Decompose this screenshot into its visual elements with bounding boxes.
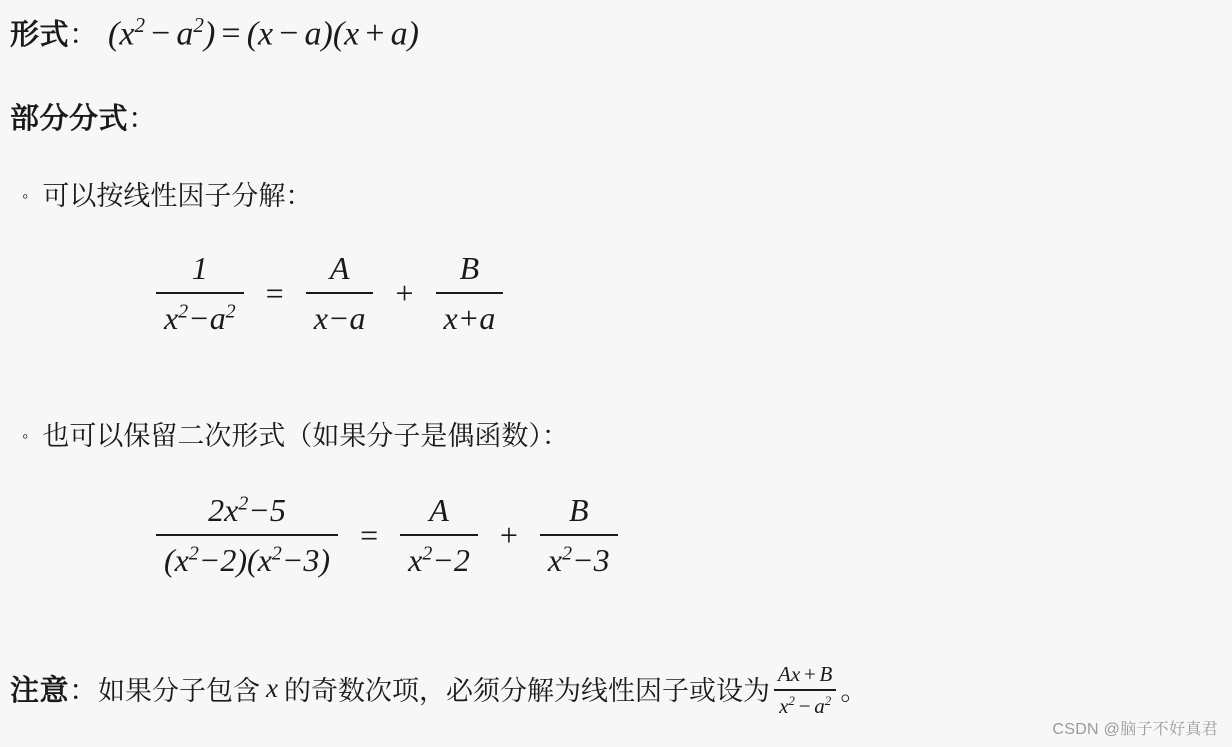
equals-sign: =	[265, 274, 284, 311]
watermark: CSDN @脑子不好真君	[1052, 721, 1218, 738]
list-item	[22, 174, 312, 213]
note-fraction-numerator: Ax + B	[778, 662, 833, 686]
bullet-marker-icon: ◦	[22, 426, 29, 446]
fraction-bar	[540, 534, 618, 536]
equals-sign: =	[360, 516, 379, 553]
form-line	[10, 12, 419, 53]
equation1-term2-numerator: B	[459, 250, 480, 286]
equation1-term2-denominator: x+a	[443, 300, 496, 336]
note-fraction	[774, 662, 836, 719]
partial-colon: ：	[128, 103, 158, 135]
equation2-term1-denominator: $x^2-2$	[408, 542, 470, 578]
equation1-lhs-denominator: $x^2-a^2$	[164, 300, 236, 336]
equation1-term1-denominator: x−a	[313, 300, 366, 336]
note-line	[10, 660, 867, 717]
bullet-marker-icon: ◦	[22, 186, 29, 206]
note-fraction-denominator: $x^2 - a^2$	[779, 692, 832, 718]
fraction-bar	[306, 292, 374, 294]
note-label: 注意	[10, 674, 70, 707]
note-text-after: 的奇数次项，必须分解为线性因子或设为	[284, 675, 771, 706]
plus-sign: +	[395, 274, 414, 311]
fraction-bar	[156, 534, 338, 536]
equation-quadratic-form	[150, 490, 624, 580]
list-item-label: 可以按线性因子分解：	[42, 181, 313, 211]
equation1-lhs	[156, 248, 244, 338]
form-colon: ：	[69, 19, 99, 51]
partial-fraction-heading	[10, 96, 157, 137]
equation1-term2	[436, 248, 504, 338]
fraction-bar	[774, 689, 836, 691]
equation2-term2-denominator: $x^2-3$	[547, 542, 610, 578]
form-formula: $(x^2 - a^2) = (x - a)(x + a)$	[108, 12, 419, 52]
equation2-lhs-numerator: $2x^2-5$	[208, 492, 286, 528]
equation2-term1-numerator: A	[429, 492, 449, 528]
equation-linear-factors	[150, 248, 509, 338]
equation2-term2	[540, 490, 618, 580]
note-variable: x	[266, 672, 279, 703]
partial-label: 部分分式	[10, 103, 129, 135]
note-colon: ：	[69, 674, 99, 707]
list-item-label: 也可以保留二次形式（如果分子是偶函数）：	[42, 421, 569, 451]
fraction-bar	[400, 534, 478, 536]
form-label: 形式	[10, 19, 70, 51]
equation2-lhs-denominator: $(x^2-2)(x^2-3)$	[164, 542, 331, 578]
equation1-term1-numerator: A	[329, 250, 350, 286]
list-item	[22, 414, 569, 453]
plus-sign: +	[499, 516, 518, 553]
equation1-lhs-numerator: 1	[191, 250, 208, 286]
note-text-before: 如果分子包含	[98, 675, 261, 706]
equation2-term1	[400, 490, 478, 580]
equation2-lhs	[156, 490, 338, 580]
note-period: 。	[840, 675, 868, 706]
equation2-term2-numerator: B	[568, 492, 589, 528]
fraction-bar	[156, 292, 244, 294]
fraction-bar	[436, 292, 504, 294]
equation1-term1	[306, 248, 374, 338]
